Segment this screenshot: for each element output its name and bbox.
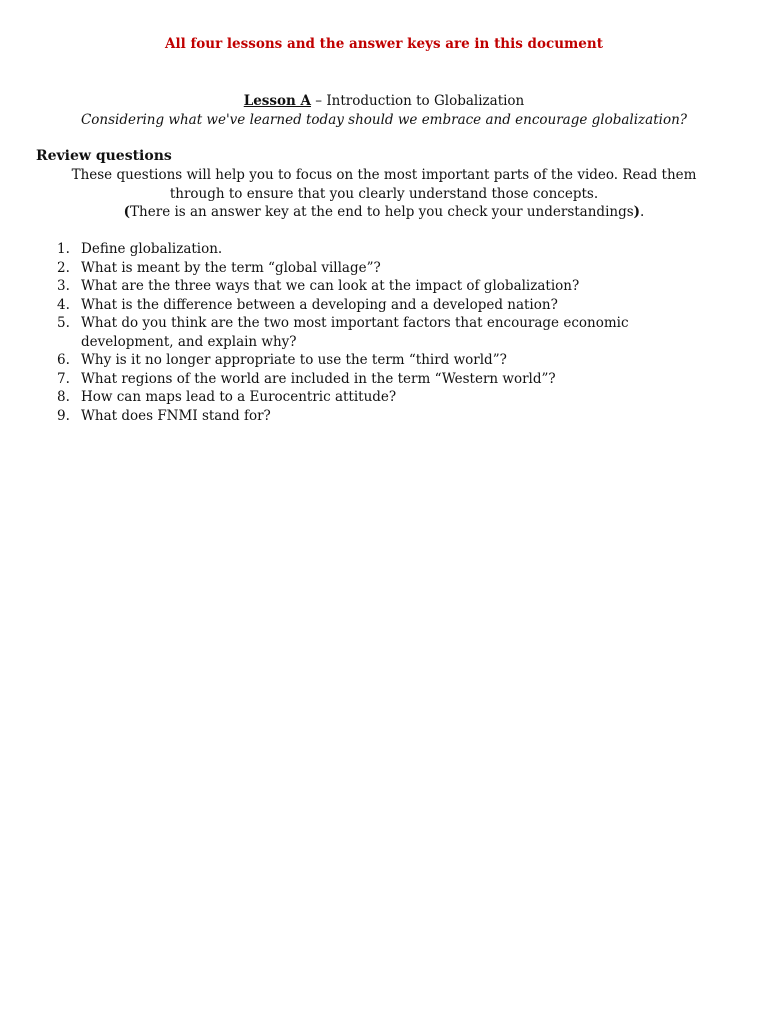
question-number: 6. <box>57 352 70 368</box>
question-text: What is meant by the term “global village”? <box>81 259 381 276</box>
question-number: 3. <box>57 278 70 294</box>
list-item <box>0 240 721 259</box>
note-close-paren: ) <box>633 204 641 220</box>
document-banner: All four lessons and the answer keys are in this document <box>165 36 603 52</box>
question-number: 8. <box>57 389 70 405</box>
list-item <box>0 259 721 278</box>
list-item <box>0 370 721 389</box>
list-item <box>0 388 721 407</box>
review-note <box>44 204 724 220</box>
list-item <box>0 407 721 426</box>
review-heading: Review questions <box>36 148 172 164</box>
lesson-separator: – <box>311 93 327 109</box>
list-item <box>0 296 721 315</box>
note-end: . <box>640 204 645 220</box>
list-item <box>0 351 721 370</box>
note-text: There is an answer key at the end to help you check your understandings <box>130 204 634 220</box>
review-question-list <box>0 240 768 425</box>
review-intro: These questions will help you to focus on the most important parts of the video. Read them through to ensure that you clearly understand those concepts. <box>71 167 697 202</box>
question-number: 4. <box>57 296 70 313</box>
question-text: What are the three ways that we can look at the impact of globalization? <box>81 278 580 294</box>
question-number: 7. <box>57 370 70 387</box>
lesson-title <box>0 93 768 109</box>
lesson-topic: Introduction to Globalization <box>326 93 525 109</box>
note-open-paren: ( <box>123 204 131 220</box>
lesson-name: Lesson A <box>243 93 311 109</box>
question-text: What does FNMI stand for? <box>81 407 271 424</box>
question-text: What do you think are the two most important factors that encourage economic development, and explain why? <box>81 315 629 350</box>
lesson-guiding-question: Considering what we've learned today should we embrace and encourage globalization? <box>80 112 688 128</box>
question-text: Define globalization. <box>81 241 223 257</box>
question-text: What regions of the world are included in the term “Western world”? <box>81 370 556 387</box>
question-number: 9. <box>57 407 70 424</box>
question-text: Why is it no longer appropriate to use the term “third world”? <box>81 352 507 368</box>
list-item <box>0 314 721 351</box>
question-number: 5. <box>57 315 70 331</box>
question-number: 2. <box>57 259 70 276</box>
question-number: 1. <box>57 241 70 257</box>
list-item <box>0 277 721 296</box>
question-text: How can maps lead to a Eurocentric attitude? <box>81 389 397 405</box>
question-text: What is the difference between a developing and a developed nation? <box>81 296 558 313</box>
